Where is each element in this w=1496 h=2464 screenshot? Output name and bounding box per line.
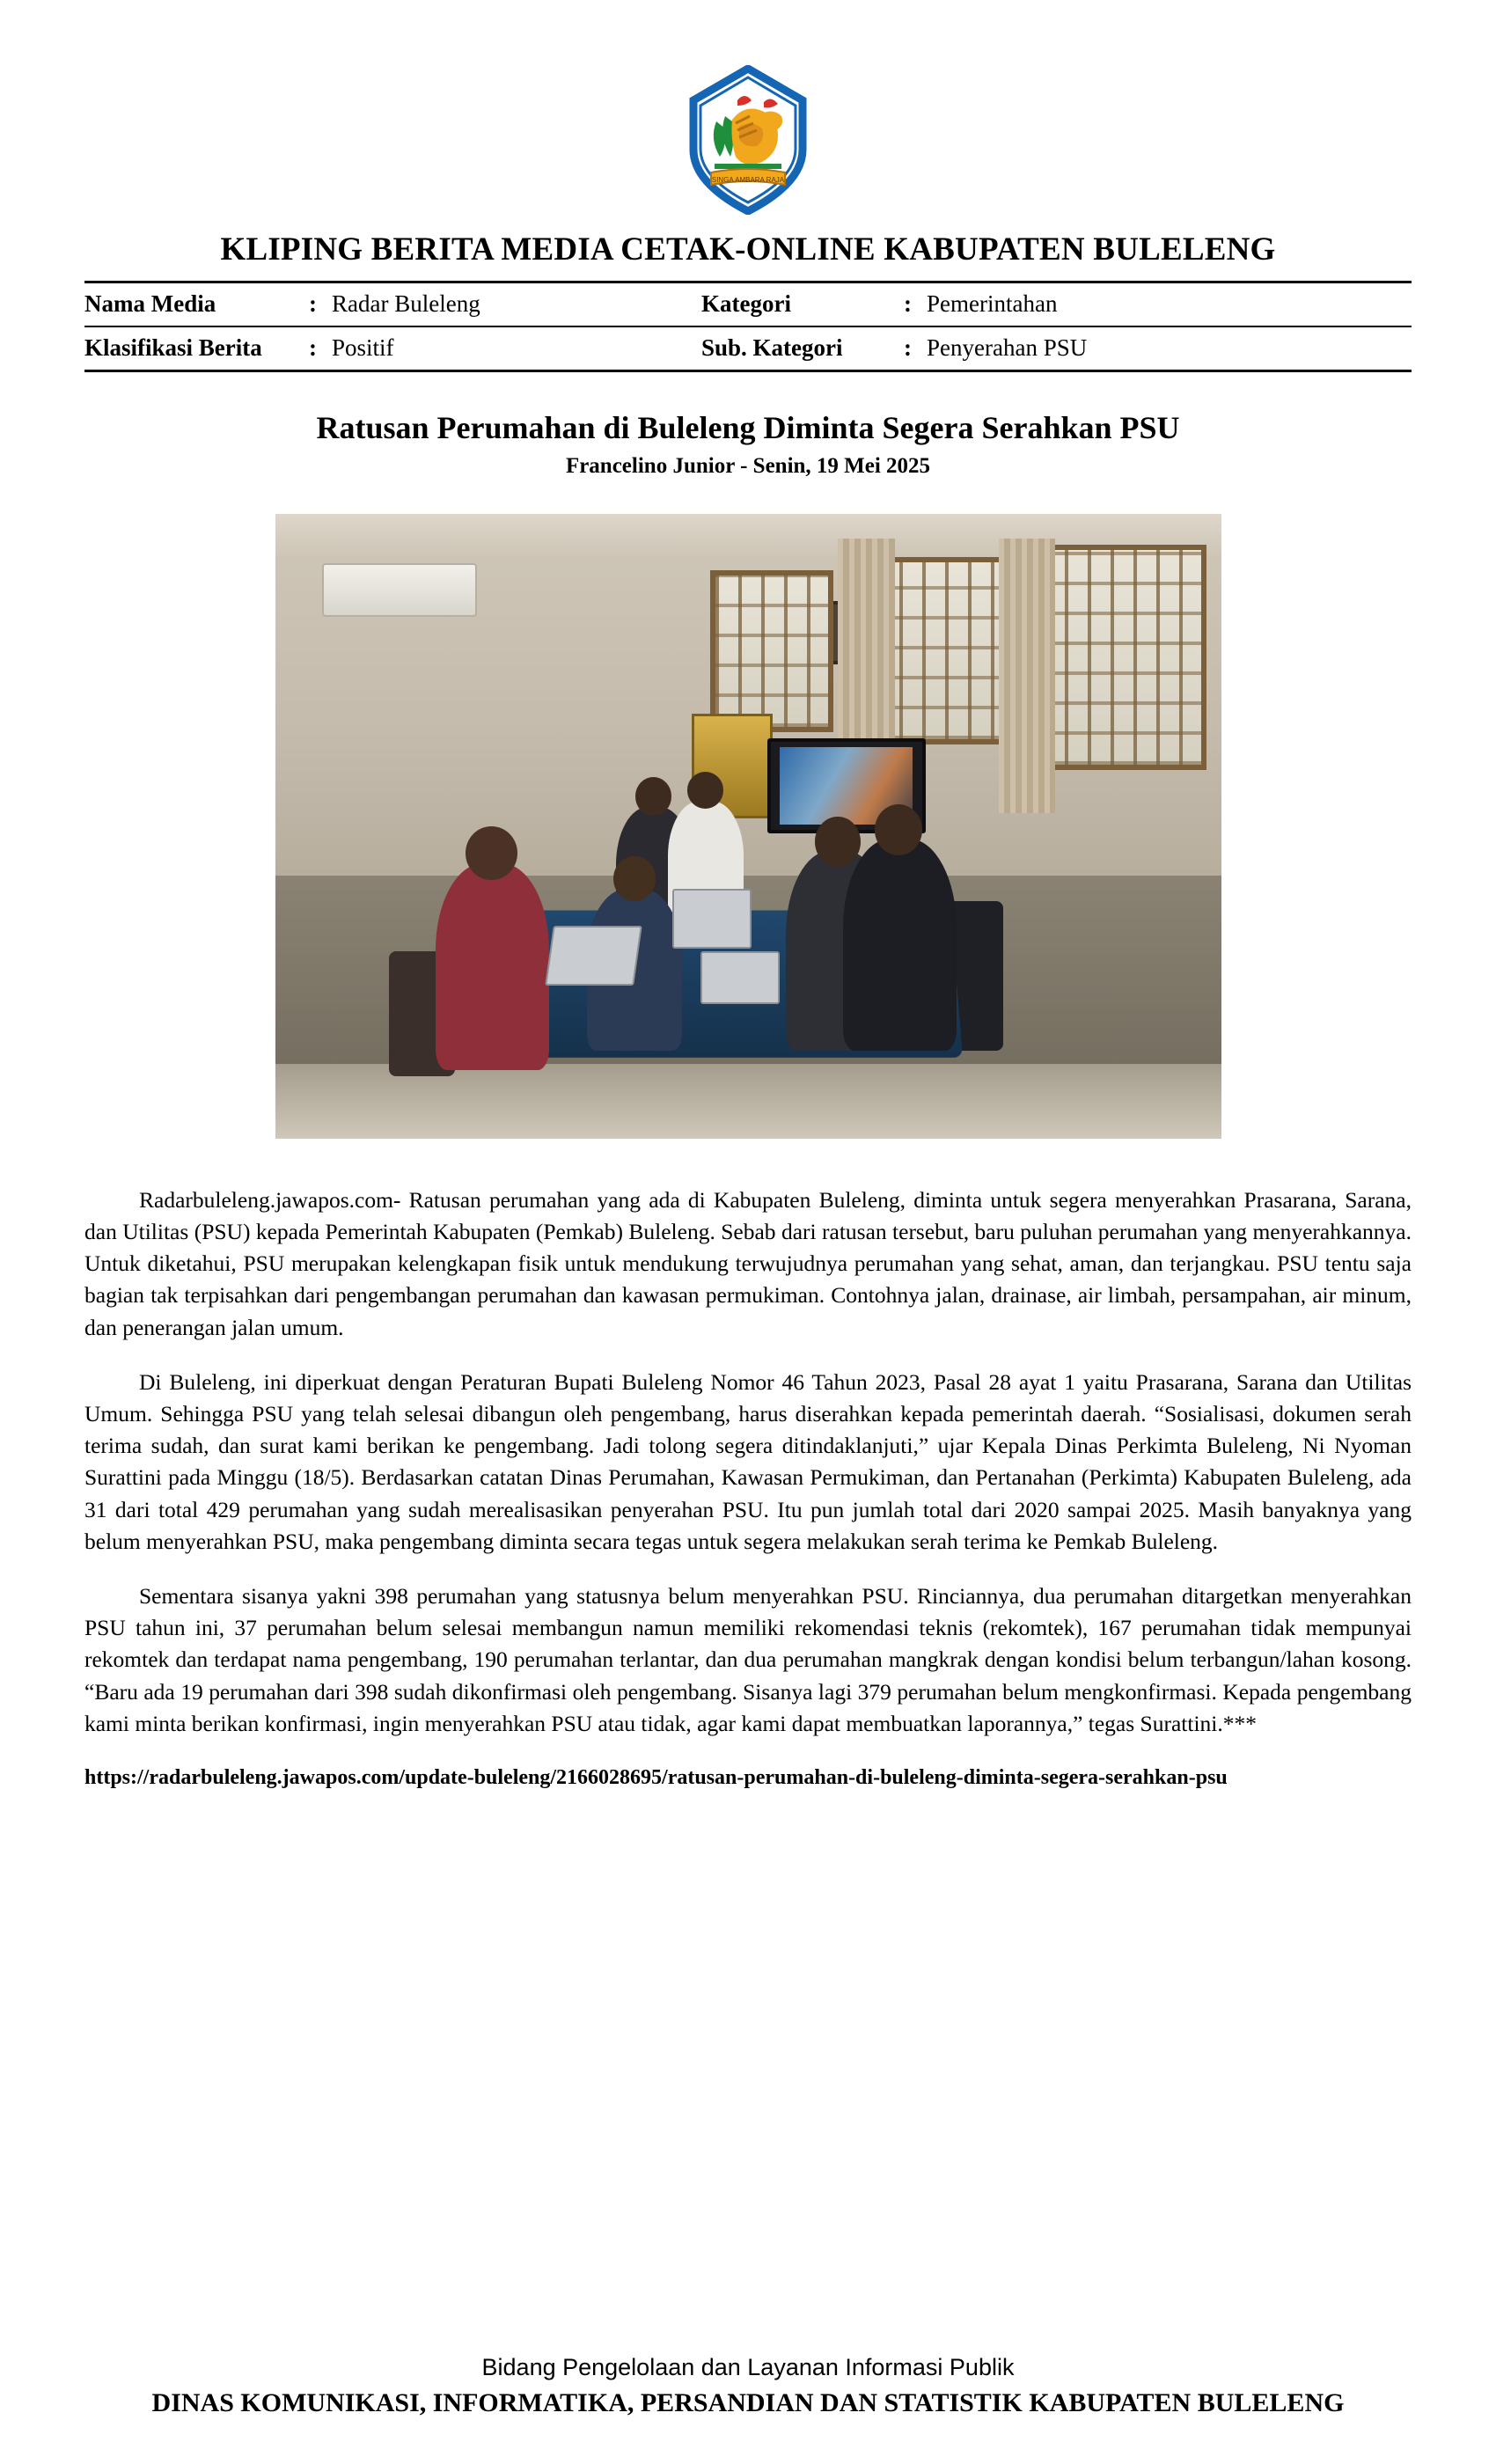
klasifikasi-berita-label: Klasifikasi Berita bbox=[84, 334, 262, 361]
photo-window bbox=[710, 570, 833, 733]
photo-participant bbox=[843, 839, 957, 1051]
footer-department-name: DINAS KOMUNIKASI, INFORMATIKA, PERSANDIAN DAN STATISTIK KABUPATEN BULELENG bbox=[151, 2388, 1345, 2417]
buleleng-regency-emblem-icon bbox=[686, 65, 810, 215]
article-paragraph: Sementara sisanya yakni 398 perumahan yang statusnya belum menyerahkan PSU. Rinciannya, dua perumahan ditargetkan menyerahkan PSU tahun ini, 37 perumahan belum selesai membangun namun memiliki rekomendasi teknis (rekomtek), 167 perumahan tidak mempunyai rekomtek dan terdapat nama pengembang, 190 perumahan terlantar, dan dua perumahan mangkrak dengan kondisi belum terbangun/lahan kosong. “Baru ada 19 perumahan dari 398 sudah dikonfirmasi oleh pengembang. Sisanya lagi 379 perumahan belum mengkonfirmasi. Kepada pengembang kami minta berikan konfirmasi, ingin menyerahkan PSU atau tidak, agar kami dapat membuatkan laporannya,” tegas Surattini.*** bbox=[84, 1582, 1412, 1736]
photo-laptop bbox=[672, 889, 752, 949]
photo-laptop bbox=[545, 926, 642, 986]
article-photo bbox=[275, 514, 1221, 1139]
kategori-value: Pemerintahan bbox=[927, 290, 1058, 317]
source-url-link[interactable]: https://radarbuleleng.jawapos.com/update-buleleng/2166028695/ratusan-perumahan-di-buleleng-diminta-segera-serahkan-psu bbox=[84, 1765, 1228, 1789]
article-paragraph: Di Buleleng, ini diperkuat dengan Peraturan Bupati Buleleng Nomor 46 Tahun 2023, Pasal 28 ayat 1 yaitu Prasarana, Sarana dan Utilitas Umum. Sehingga PSU yang telah selesai dibangun oleh pengembang, harus diserahkan kepada pemerintah daerah. “Sosialisasi, dokumen serah terima sudah, dan surat kami berikan ke pengembang. Jadi tolong segera ditindaklanjuti,” ujar Kepala Dinas Perkimta Buleleng, Ni Nyoman Surattini pada Minggu (18/5). Berdasarkan catatan Dinas Perumahan, Kawasan Permukiman, dan Pertanahan (Perkimta) Kabupaten Buleleng, ada 31 dari total 429 perumahan yang sudah merealisasikan penyerahan PSU. Itu pun jumlah total dari 2020 sampai 2025. Masih banyaknya yang belum menyerahkan PSU, maka pengembang diminta secara tegas untuk segera melakukan serah terima ke Pemkab Buleleng. bbox=[84, 1368, 1412, 1554]
nama-media-value: Radar Buleleng bbox=[332, 290, 480, 317]
colon-3: : bbox=[309, 334, 317, 361]
metadata-row bbox=[84, 283, 1412, 326]
document-title: KLIPING BERITA MEDIA CETAK-ONLINE KABUPATEN BULELENG bbox=[220, 231, 1276, 268]
colon-1: : bbox=[309, 290, 317, 317]
kategori-label: Kategori bbox=[701, 290, 791, 317]
metadata-table bbox=[84, 283, 1412, 370]
photo-curtain bbox=[999, 539, 1056, 813]
photo-participant bbox=[436, 863, 549, 1069]
sub-kategori-value: Penyerahan PSU bbox=[927, 334, 1088, 361]
sub-kategori-label: Sub. Kategori bbox=[701, 334, 843, 361]
article-title: Ratusan Perumahan di Buleleng Diminta Segera Serahkan PSU bbox=[316, 409, 1180, 445]
article-paragraph: Radarbuleleng.jawapos.com- Ratusan perumahan yang ada di Kabupaten Buleleng, diminta untuk segera menyerahkan Prasarana, Sarana, dan Utilitas (PSU) kepada Pemerintah Kabupaten (Pemkab) Buleleng. Sebab dari ratusan tersebut, baru puluhan perumahan yang menyerahkannya. Untuk diketahui, PSU merupakan kelengkapan fisik untuk mendukung terwujudnya perumahan yang sehat, aman, dan terjangkau. PSU tentu saja bagian tak terpisahkan dari pengembangan perumahan dan kawasan permukiman. Contohnya jalan, drainase, air limbah, persampahan, air minum, dan penerangan jalan umum. bbox=[84, 1186, 1412, 1340]
metadata-row bbox=[84, 327, 1412, 370]
photo-air-conditioner bbox=[322, 563, 477, 617]
article-byline: Francelino Junior - Senin, 19 Mei 2025 bbox=[565, 453, 931, 478]
nama-media-label: Nama Media bbox=[84, 290, 216, 317]
emblem-container bbox=[84, 65, 1412, 215]
article-photo-container bbox=[84, 514, 1412, 1139]
photo-window bbox=[1037, 545, 1207, 770]
svg-text:SINGA AMBARA RAJA: SINGA AMBARA RAJA bbox=[711, 176, 785, 184]
header-divider-bottom bbox=[84, 370, 1412, 372]
colon-2: : bbox=[904, 290, 912, 317]
footer-department-division: Bidang Pengelolaan dan Layanan Informasi Publik bbox=[481, 2354, 1015, 2380]
page-footer bbox=[84, 2354, 1412, 2418]
article-body bbox=[84, 1184, 1412, 1793]
colon-4: : bbox=[904, 334, 912, 361]
photo-laptop bbox=[700, 951, 780, 1005]
klasifikasi-berita-value: Positif bbox=[332, 334, 394, 361]
